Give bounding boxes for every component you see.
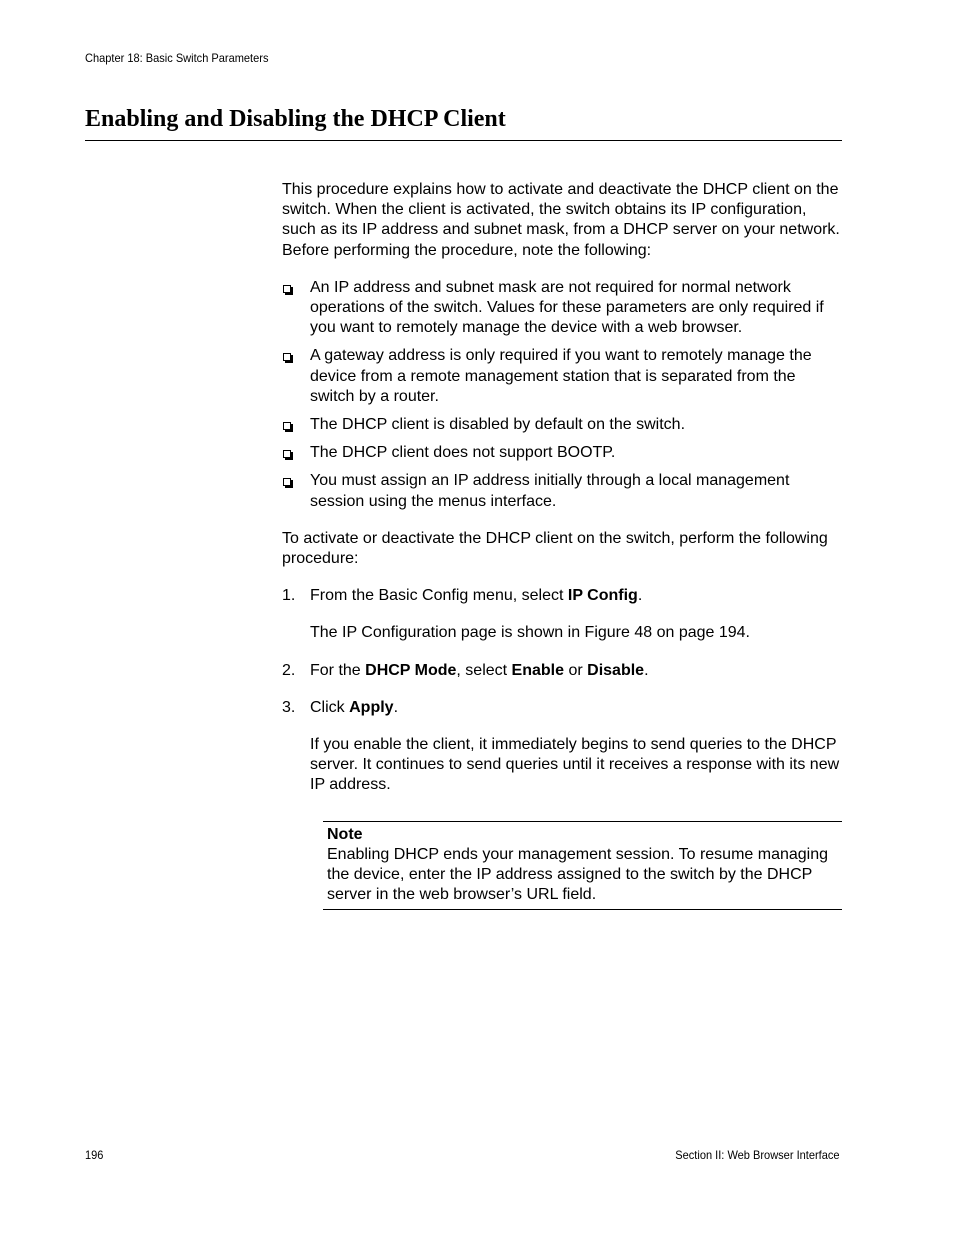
list-item-text: The DHCP client does not support BOOTP. [310,444,616,462]
step-text-part: or [564,661,588,679]
list-item [282,443,844,463]
menu-option-ip-config: IP Config [567,587,638,605]
page-title: Enabling and Disabling the DHCP Client [85,106,506,132]
intro-paragraph: This procedure explains how to activate and deactivate the DHCP client on the switch. When the client is activated, the switch obtains its IP configuration, such as its IP address and subnet mask, from a DHCP server on your network. Before performing the procedure, note the following: [282,181,840,259]
procedure-step-3 [282,698,844,796]
step-text-part: . [644,661,649,679]
procedure-step-2 [282,661,844,681]
option-disable: Disable [587,661,645,679]
procedure-step-1 [282,586,844,643]
step-text-part: , select [456,661,512,679]
list-item [282,346,844,407]
checkbox-bullet-icon [283,353,291,361]
step-detail: If you enable the client, it immediately begins to send queries to the DHCP server. It continues to send queries until it receives a response with its new IP address. [310,736,840,794]
field-name-dhcp-mode: DHCP Mode [365,661,457,679]
option-enable: Enable [511,661,565,679]
checkbox-bullet-icon [283,450,291,458]
step-text [310,661,844,681]
step-number: 1. [282,587,296,605]
procedure-steps [282,586,844,795]
body-content [282,180,844,910]
checkbox-bullet-icon [283,422,291,430]
button-name-apply: Apply [349,698,394,716]
step-text-part: From the Basic Config menu, select [310,587,568,605]
list-item [282,278,844,339]
checkbox-bullet-icon [283,478,291,486]
running-footer: Section II: Web Browser Interface [675,1148,840,1162]
list-item-text: You must assign an IP address initially through a local management session using the menus interface. [310,472,790,510]
page-number: 196 [85,1148,104,1162]
list-item-text: The DHCP client is disabled by default on the switch. [310,416,686,434]
step-text-part: Click [310,698,350,716]
step-text [310,698,844,718]
procedure-lead: To activate or deactivate the DHCP client on the switch, perform the following procedure: [282,529,828,568]
note-text: Enabling DHCP ends your management session. To resume managing the device, enter the IP address assigned to the switch by the DHCP server in the web browser’s URL field. [327,845,829,904]
title-rule [85,140,842,141]
running-header: Chapter 18: Basic Switch Parameters [85,51,269,65]
step-number: 2. [282,661,296,679]
list-item-text: An IP address and subnet mask are not required for normal network operations of the switch. Values for these parameters are only required if you want to remotely manage the device with a web browser. [310,278,824,337]
step-number: 3. [282,698,296,716]
step-text [310,586,844,606]
prerequisite-list [282,278,844,512]
step-text-part: . [637,587,643,605]
list-item-text: A gateway address is only required if you want to remotely manage the device from a remote management station that is separated from the switch by a router. [310,347,812,405]
step-text-part: . [393,698,399,716]
note-title: Note [327,825,363,843]
checkbox-bullet-icon [283,285,291,293]
step-detail: The IP Configuration page is shown in Figure 48 on page 194. [310,624,750,642]
list-item [282,471,844,511]
list-item [282,415,844,435]
note-box [323,821,842,911]
step-text-part: For the [310,661,366,679]
